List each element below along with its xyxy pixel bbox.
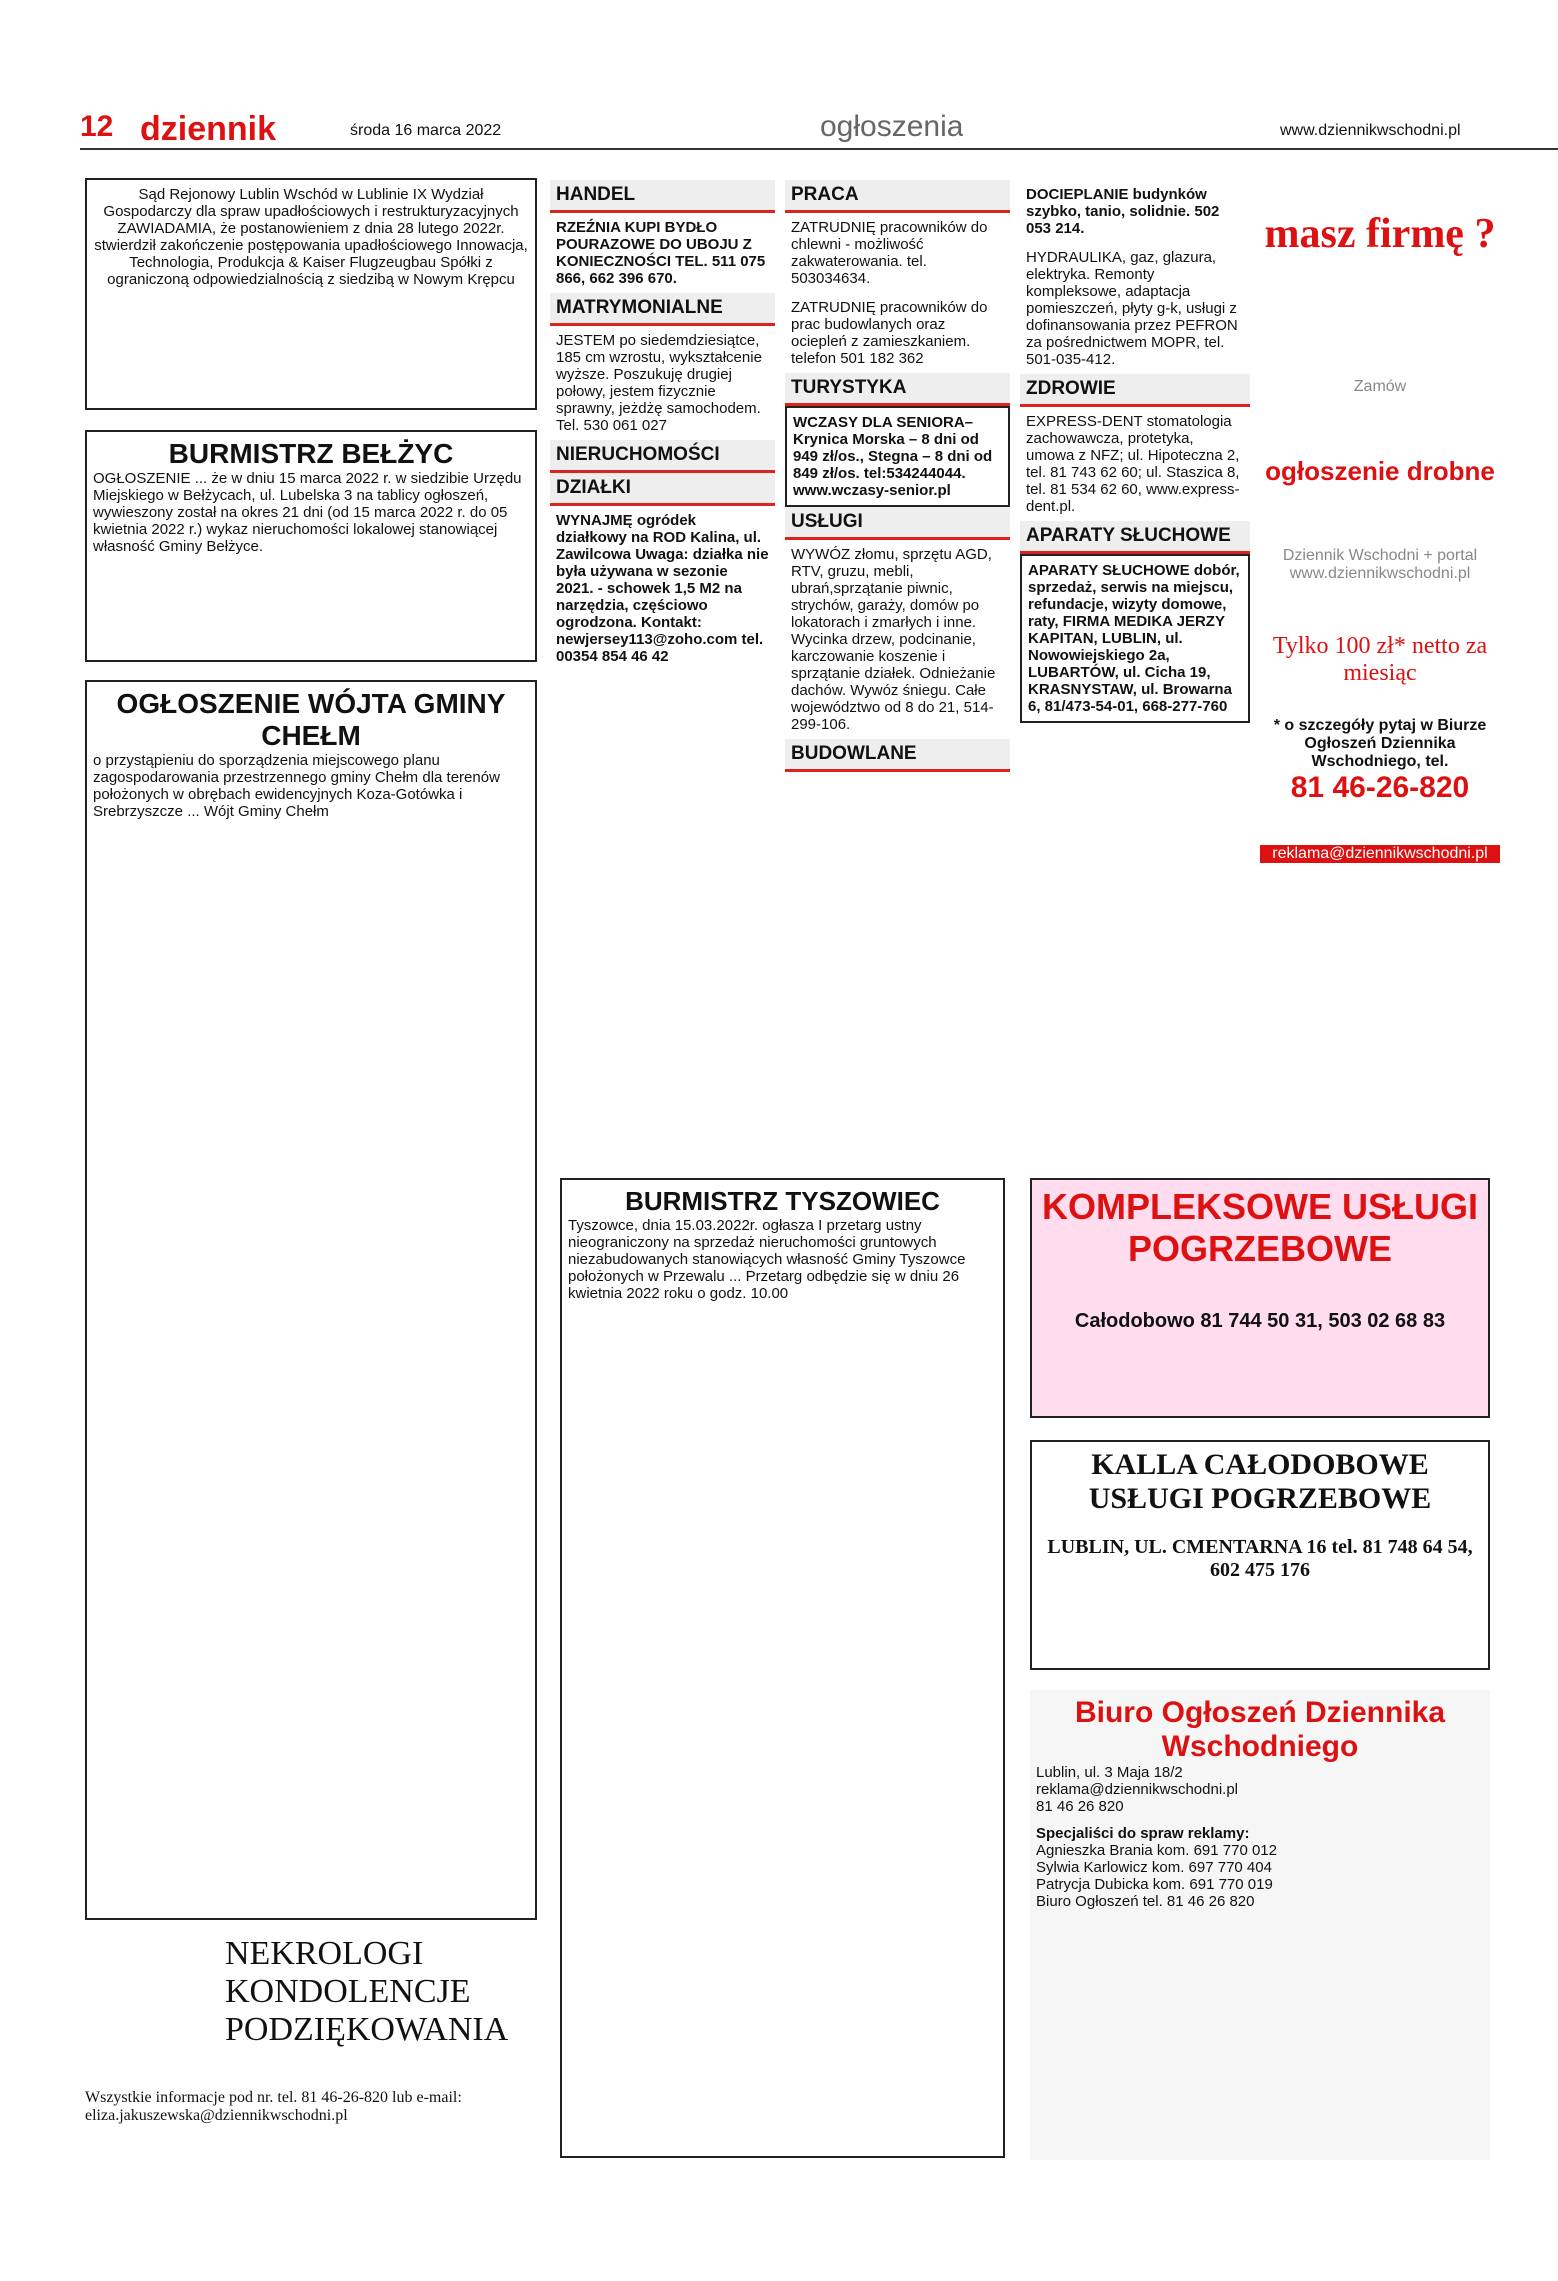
- col-3: [1020, 180, 1250, 1180]
- date: środa 16 marca 2022: [350, 122, 502, 139]
- promo-drobne: ogłoszenie drobne: [1265, 456, 1495, 486]
- page-number: 12: [80, 110, 114, 143]
- biuro-mail[interactable]: reklama@dziennikwschodni.pl: [1036, 1781, 1238, 1798]
- section-zdrowie: ZDROWIE: [1020, 374, 1250, 407]
- col-2: [785, 180, 1010, 1180]
- biuro-tel: 81 46 26 820: [1036, 1798, 1124, 1815]
- belzyce-body: OGŁOSZENIE ... że w dniu 15 marca 2022 r. w siedzibie Urzędu Miejskiego w Bełżycach, ul. Lubelska 3 na tablicy ogłoszeń, wywieszony został na okres 21 dni (od 15 marca 2022 r. do 05 kwietnia 2022 r.) wykaz nieruchomości lokalowej stanowiącej własność Gminy Bełżyce.: [93, 470, 522, 555]
- section-budowlane: BUDOWLANE: [785, 739, 1010, 772]
- biuro-specialists: Specjaliści do spraw reklamy:: [1036, 1825, 1250, 1842]
- nekrologi-info: Wszystkie informacje pod nr. tel. 81 46-26-820 lub e-mail: eliza.jakuszewska@dziennikwschodni.pl: [85, 2089, 462, 2124]
- nekrologi-title: NEKROLOGI KONDOLENCJE PODZIĘKOWANIA: [225, 1935, 509, 2048]
- tyszowce-body: Tyszowce, dnia 15.03.2022r. ogłasza I przetarg ustny nieograniczony na sprzedaż nieruchomości gruntowych niezabudowanych stanowiących własność Gminy Tyszowce położonych w Przewalu ... Przetarg odbędzie się w dniu 26 kwietnia 2022 roku o godz. 10.00: [568, 1217, 966, 1302]
- ad-zdrowie: EXPRESS-DENT stomatologia zachowawcza, protetyka, umowa z NFZ; ul. Hipoteczna 2, tel. 81 743 62 60; ul. Staszica 8, tel. 81 534 62 60, www.express-dent.pl.: [1026, 413, 1240, 515]
- brand-logo: dziennik: [140, 110, 277, 148]
- ad-uslugi: WYWÓZ złomu, sprzętu AGD, RTV, gruzu, mebli, ubrań,sprzątanie piwnic, strychów, garaży, domów po lokatorach i zmarłych i inne. Wycinka drzew, podcinanie, karczowanie koszenie i sprzątanie działek. Odnieżanie dachów. Wywóz śniegu. Całe województwo od 8 do 21, 514-299-106.: [791, 546, 996, 733]
- ad-matrymonialne: JESTEM po siedemdziesiątce, 185 cm wzrostu, wykształcenie wyższe. Poszukuję drugiej połowy, jestem fizycznie sprawny, jeżdżę samochodem. Tel. 530 061 027: [556, 332, 762, 434]
- col-1: [550, 180, 775, 1180]
- notice-belzyce: [85, 430, 537, 662]
- ad-handel: RZEŹNIA KUPI BYDŁO POURAZOWE DO UBOJU Z KONIECZNOŚCI TEL. 511 075 866, 662 396 670.: [556, 219, 766, 287]
- kalla-title: KALLA CAŁODOBOWE USŁUGI POGRZEBOWE: [1088, 1448, 1432, 1515]
- promo-price: Tylko 100 zł* netto za miesiąc: [1272, 633, 1488, 686]
- puk-phone: Całodobowo 81 744 50 31, 503 02 68 83: [1074, 1310, 1446, 1332]
- ad-praca-1: ZATRUDNIĘ pracowników do chlewni - możliwość zakwaterowania. tel. 503034634.: [791, 219, 988, 287]
- belzyce-title: BURMISTRZ BEŁŻYC: [168, 438, 454, 469]
- notice-court: Sąd Rejonowy Lublin Wschód w Lublinie IX Wydział Gospodarczy dla spraw upadłościowych i restrukturyzacyjnych ZAWIADAMIA, że postanowieniem z dnia 28 lutego 2022r. stwierdził zakończenie postępowania upadłościowego Innowacja, Technologia, Produkcja & Kaiser Flugzeugbau Spółki z ograniczoną odpowiedzialnością z siedzibą w Nowym Krępcu: [85, 178, 537, 410]
- promo-phone: 81 46-26-820: [1290, 771, 1470, 804]
- promo-info: * o szczegóły pytaj w Biurze Ogłoszeń Dziennika Wschodniego, tel.: [1273, 717, 1487, 770]
- ad-puk: [1030, 1178, 1490, 1418]
- section-aparaty: APARATY SŁUCHOWE: [1020, 521, 1250, 554]
- biuro-box: [1030, 1690, 1490, 2160]
- section-dzialki: DZIAŁKI: [550, 473, 775, 506]
- contact-2: Sylwia Karlowicz kom. 697 770 404: [1036, 1859, 1272, 1876]
- section-title: ogłoszenia: [820, 110, 964, 143]
- section-turystyka: TURYSTYKA: [785, 373, 1010, 406]
- kalla-address: LUBLIN, UL. CMENTARNA 16 tel. 81 748 64 54, 602 475 176: [1047, 1536, 1473, 1581]
- ad-turystyka: WCZASY DLA SENIORA– Krynica Morska – 8 dni od 949 zł/os., Stegna – 8 dni od 849 zł/os. tel:534244044. www.wczasy-senior.pl: [785, 406, 1010, 507]
- chelm-body: o przystąpieniu do sporządzenia miejscowego planu zagospodarowania przestrzennego gminy Chełm dla terenów położonych w obrębach ewidencyjnych Koza-Gotówka i Srebrzyszcze ... Wójt Gminy Chełm: [93, 752, 500, 820]
- section-handel: HANDEL: [550, 180, 775, 213]
- contact-4: Biuro Ogłoszeń tel. 81 46 26 820: [1036, 1893, 1255, 1910]
- tyszowce-title: BURMISTRZ TYSZOWIEC: [625, 1186, 940, 1216]
- header: [80, 110, 1558, 150]
- section-uslugi: USŁUGI: [785, 507, 1010, 540]
- ad-hydraulika: HYDRAULIKA, gaz, glazura, elektryka. Remonty kompleksowe, adaptacja pomieszczeń, płyty g-k, usługi z dofinansowania przez PEFRON za pośrednictwem MOPR, tel. 501-035-412.: [1026, 249, 1238, 368]
- nekrologi-box: [85, 1935, 537, 2165]
- biuro-address: Lublin, ul. 3 Maja 18/2: [1036, 1764, 1183, 1781]
- notice-tyszowce: [560, 1178, 1005, 2158]
- ad-dzialki: WYNAJMĘ ogródek działkowy na ROD Kalina, ul. Zawilcowa Uwaga: działka nie była używana w sezonie 2021. - schowek 1,5 M2 na narzędzia, częściowo ogrodzona. Kontakt: newjersey113@zoho.com tel. 00354 854 46 42: [556, 512, 769, 665]
- promo-order: Zamów: [1353, 378, 1407, 395]
- puk-title: KOMPLEKSOWE USŁUGI POGRZEBOWE: [1041, 1186, 1478, 1269]
- promo-headline: masz firmę ?: [1264, 211, 1496, 257]
- chelm-title: OGŁOSZENIE WÓJTA GMINY CHEŁM: [116, 688, 506, 751]
- ad-kalla: [1030, 1440, 1490, 1670]
- promo-mail[interactable]: reklama@dziennikwschodni.pl: [1260, 845, 1500, 863]
- ad-docieplanie: DOCIEPLANIE budynków szybko, tanio, solidnie. 502 053 214.: [1026, 186, 1220, 237]
- promo-portal: Dziennik Wschodni + portal www.dziennikwschodni.pl: [1282, 547, 1478, 582]
- section-matrymonialne: MATRYMONIALNE: [550, 293, 775, 326]
- notice-chelm: [85, 680, 537, 1920]
- section-praca: PRACA: [785, 180, 1010, 213]
- ad-aparaty: APARATY SŁUCHOWE dobór, sprzedaż, serwis na miejscu, refundacje, wizyty domowe, raty, FIRMA MEDIKA JERZY KAPITAN, LUBLIN, ul. Nowowiejskiego 2a, LUBARTÓW, ul. Cicha 19, KRASNYSTAW, ul. Browarna 6, 81/473-54-01, 668-277-760: [1020, 554, 1250, 723]
- contact-1: Agnieszka Brania kom. 691 770 012: [1036, 1842, 1277, 1859]
- site-link[interactable]: www.dziennikwschodni.pl: [1280, 122, 1461, 139]
- promo-box: [1260, 180, 1500, 1180]
- biuro-title: Biuro Ogłoszeń Dziennika Wschodniego: [1074, 1696, 1446, 1763]
- ad-praca-2: ZATRUDNIĘ pracowników do prac budowlanych oraz ociepleń z zamieszkaniem. telefon 501 182 362: [791, 299, 988, 367]
- contact-3: Patrycja Dubicka kom. 691 770 019: [1036, 1876, 1273, 1893]
- section-nieruchomosci: NIERUCHOMOŚCI: [550, 440, 775, 473]
